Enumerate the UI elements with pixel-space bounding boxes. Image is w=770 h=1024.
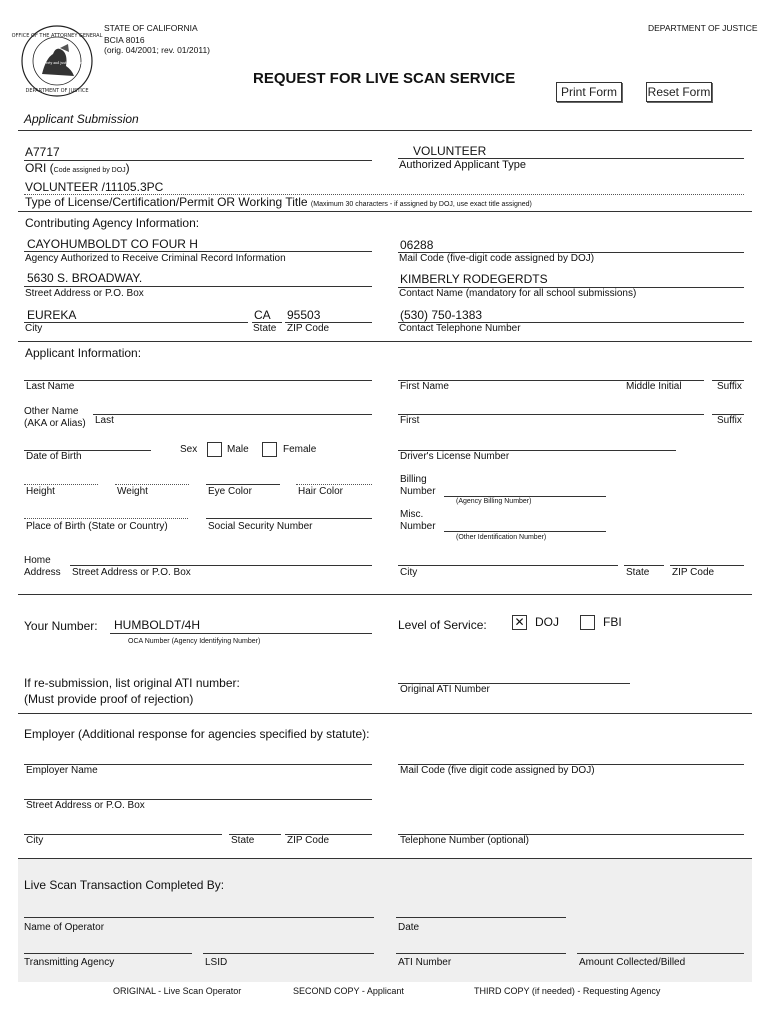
date-line bbox=[396, 917, 566, 918]
home-state-label: State bbox=[626, 567, 650, 578]
last-name-line bbox=[24, 380, 372, 381]
home-label: Home bbox=[24, 555, 51, 566]
agency-name-value[interactable]: CAYOHUMBOLDT CO FOUR H bbox=[27, 237, 198, 251]
employer-city-label: City bbox=[26, 835, 44, 846]
lsid-line bbox=[203, 953, 374, 954]
employer-zip-label: ZIP Code bbox=[287, 835, 330, 846]
billing-label: Billing bbox=[400, 474, 427, 485]
weight-label: Weight bbox=[117, 486, 148, 497]
date-label: Date bbox=[398, 922, 420, 933]
amount-line bbox=[577, 953, 744, 954]
employer-state-label: State bbox=[231, 835, 255, 846]
ati-number-label: ATI Number bbox=[398, 957, 452, 968]
transmitting-agency-label: Transmitting Agency bbox=[24, 957, 115, 968]
other-suffix-label: Suffix bbox=[717, 415, 742, 426]
divider bbox=[18, 594, 752, 595]
state-label: STATE OF CALIFORNIA bbox=[104, 23, 198, 33]
street-line bbox=[24, 286, 372, 287]
misc-small-label: (Other Identification Number) bbox=[456, 534, 547, 541]
original-ati-label: Original ATI Number bbox=[400, 684, 490, 695]
employer-city-line bbox=[24, 834, 222, 835]
female-checkbox[interactable] bbox=[262, 442, 277, 457]
state-value[interactable]: CA bbox=[254, 308, 271, 322]
working-title-label: Type of License/Certification/Permit OR Working Title (Maximum 30 characters - if assigned by DOJ, use exact title assigned) bbox=[25, 195, 532, 209]
last-name-label: Last Name bbox=[26, 381, 75, 392]
department-label: DEPARTMENT OF JUSTICE bbox=[648, 23, 758, 33]
your-number-line bbox=[110, 633, 372, 634]
doj-label: DOJ bbox=[535, 615, 559, 629]
female-label: Female bbox=[283, 444, 317, 455]
level-of-service-label: Level of Service: bbox=[398, 618, 487, 632]
middle-initial-label: Middle Initial bbox=[626, 381, 682, 392]
zip-label: ZIP Code bbox=[287, 323, 330, 334]
resubmission-note: (Must provide proof of rejection) bbox=[24, 692, 194, 706]
city-value[interactable]: EUREKA bbox=[27, 308, 77, 322]
aka-label: (AKA or Alias) bbox=[24, 418, 86, 429]
weight-line bbox=[115, 484, 189, 485]
operator-line bbox=[24, 917, 374, 918]
section-applicant-submission: Applicant Submission bbox=[24, 112, 139, 126]
employer-street-label: Street Address or P.O. Box bbox=[26, 800, 145, 811]
place-of-birth-label: Place of Birth (State or Country) bbox=[26, 521, 168, 532]
eye-color-line bbox=[206, 484, 280, 485]
ssn-line bbox=[206, 518, 372, 519]
sex-label: Sex bbox=[180, 444, 198, 455]
employer-name-label: Employer Name bbox=[26, 765, 98, 776]
print-form-button[interactable]: Print Form bbox=[556, 82, 622, 102]
ssn-label: Social Security Number bbox=[208, 521, 313, 532]
doj-seal-logo bbox=[11, 24, 103, 98]
home-street-line bbox=[70, 565, 372, 566]
fbi-checkbox[interactable] bbox=[580, 615, 595, 630]
form-revision: (orig. 04/2001; rev. 01/2011) bbox=[104, 45, 211, 55]
height-label: Height bbox=[26, 486, 55, 497]
home-zip-label: ZIP Code bbox=[672, 567, 715, 578]
divider bbox=[18, 713, 752, 714]
footer-third-copy: THIRD COPY (if needed) - Requesting Agency bbox=[474, 986, 661, 996]
oca-number-label: OCA Number (Agency Identifying Number) bbox=[128, 638, 261, 645]
other-last-line bbox=[93, 414, 372, 415]
height-line bbox=[24, 484, 98, 485]
transmitting-agency-line bbox=[24, 953, 192, 954]
address-label: Address bbox=[24, 567, 61, 578]
home-zip-line bbox=[670, 565, 744, 566]
agency-name-label: Agency Authorized to Receive Criminal Record Information bbox=[25, 253, 286, 264]
form-number: BCIA 8016 bbox=[104, 35, 145, 45]
dob-label: Date of Birth bbox=[26, 451, 82, 462]
your-number-label: Your Number: bbox=[24, 619, 98, 633]
street-value[interactable]: 5630 S. BROADWAY. bbox=[27, 271, 143, 285]
home-state-line bbox=[624, 565, 664, 566]
misc-label: Misc. bbox=[400, 509, 424, 520]
contact-name-value[interactable]: KIMBERLY RODEGERDTS bbox=[400, 272, 548, 286]
form-title: REQUEST FOR LIVE SCAN SERVICE bbox=[253, 70, 516, 87]
doj-checkbox[interactable]: ✕ bbox=[512, 615, 527, 630]
contact-phone-value[interactable]: (530) 750-1383 bbox=[400, 308, 483, 322]
applicant-type-label: Authorized Applicant Type bbox=[399, 159, 526, 171]
first-name-label: First Name bbox=[400, 381, 449, 392]
resubmission-label: If re-submission, list original ATI number: bbox=[24, 676, 240, 690]
home-street-label: Street Address or P.O. Box bbox=[72, 567, 191, 578]
misc-number-line bbox=[444, 531, 606, 532]
ati-number-line bbox=[396, 953, 566, 954]
city-label: City bbox=[25, 323, 43, 334]
hair-color-label: Hair Color bbox=[298, 486, 344, 497]
transaction-heading: Live Scan Transaction Completed By: bbox=[24, 878, 225, 892]
place-of-birth-line bbox=[24, 518, 188, 519]
contact-name-label: Contact Name (mandatory for all school submissions) bbox=[399, 288, 637, 299]
home-city-line bbox=[398, 565, 618, 566]
other-last-label: Last bbox=[95, 415, 114, 426]
divider bbox=[18, 341, 752, 342]
billing-small-label: (Agency Billing Number) bbox=[456, 498, 532, 505]
male-label: Male bbox=[227, 444, 249, 455]
male-checkbox[interactable] bbox=[207, 442, 222, 457]
city-line bbox=[24, 322, 248, 323]
suffix-label: Suffix bbox=[717, 381, 742, 392]
applicant-info-heading: Applicant Information: bbox=[25, 346, 142, 360]
contact-phone-label: Contact Telephone Number bbox=[399, 323, 521, 334]
footer-second-copy: SECOND COPY - Applicant bbox=[293, 986, 404, 996]
footer-original: ORIGINAL - Live Scan Operator bbox=[113, 986, 242, 996]
lsid-label: LSID bbox=[205, 957, 228, 968]
your-number-value[interactable]: HUMBOLDT/4H bbox=[114, 618, 201, 632]
misc-number-label: Number bbox=[400, 521, 436, 532]
reset-form-button[interactable]: Reset Form bbox=[646, 82, 712, 102]
working-title-value[interactable]: VOLUNTEER /11105.3PC bbox=[25, 180, 164, 194]
employer-heading: Employer (Additional response for agencies specified by statute): bbox=[24, 727, 370, 741]
other-first-line bbox=[398, 414, 704, 415]
mail-code-value[interactable]: 06288 bbox=[400, 238, 434, 252]
ori-label: ORI (Code assigned by DOJ) bbox=[25, 161, 130, 175]
billing-number-label: Number bbox=[400, 486, 436, 497]
billing-number-line bbox=[444, 496, 606, 497]
other-first-label: First bbox=[400, 415, 420, 426]
divider bbox=[18, 130, 752, 131]
divider bbox=[18, 858, 752, 859]
seal-text-bottom: DEPARTMENT OF JUSTICE bbox=[25, 88, 89, 94]
contributing-agency-heading: Contributing Agency Information: bbox=[25, 216, 200, 230]
zip-value[interactable]: 95503 bbox=[287, 308, 321, 322]
employer-phone-label: Telephone Number (optional) bbox=[400, 835, 529, 846]
operator-label: Name of Operator bbox=[24, 922, 105, 933]
seal-motto: liberty and justice under law bbox=[41, 61, 89, 65]
street-label: Street Address or P.O. Box bbox=[25, 288, 144, 299]
agency-name-line bbox=[24, 251, 372, 252]
fbi-label: FBI bbox=[603, 615, 622, 629]
home-city-label: City bbox=[400, 567, 418, 578]
hair-color-line bbox=[296, 484, 372, 485]
ori-value[interactable]: A7717 bbox=[25, 145, 60, 159]
drivers-license-label: Driver's License Number bbox=[400, 451, 510, 462]
divider bbox=[18, 211, 752, 212]
employer-mail-label: Mail Code (five digit code assigned by DOJ) bbox=[400, 765, 595, 776]
amount-label: Amount Collected/Billed bbox=[579, 957, 686, 968]
applicant-type-value[interactable]: VOLUNTEER bbox=[413, 144, 487, 158]
other-name-label: Other Name bbox=[24, 406, 79, 417]
mail-code-label: Mail Code (five-digit code assigned by DOJ) bbox=[399, 253, 595, 264]
state-label-field: State bbox=[253, 323, 277, 334]
eye-color-label: Eye Color bbox=[208, 486, 252, 497]
seal-text-top: OFFICE OF THE ATTORNEY GENERAL bbox=[11, 33, 103, 39]
